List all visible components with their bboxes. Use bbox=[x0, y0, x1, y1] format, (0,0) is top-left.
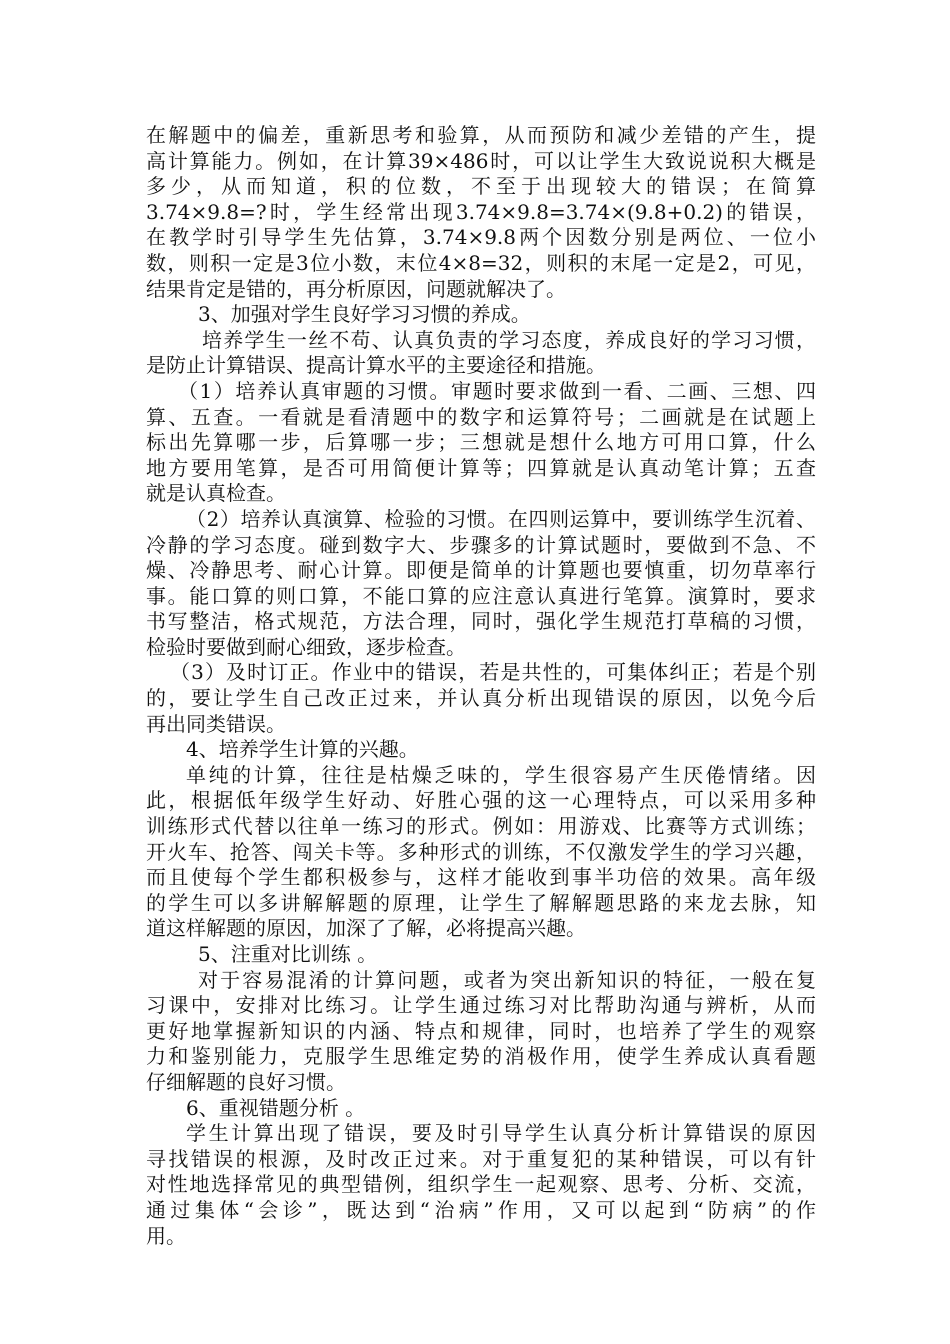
text-line: 道这样解题的原因，加深了了解，必将提高兴趣。 bbox=[146, 916, 586, 941]
text-line: 是防止计算错误、提高计算水平的主要途径和措施。 bbox=[146, 353, 606, 378]
text-line: 算、五查。一看就是看清题中的数字和运算符号；二画就是在试题上 bbox=[146, 404, 816, 429]
text-line: 多少，从而知道，积的位数，不至于出现较大的错误；在简算 bbox=[146, 174, 816, 199]
text-line: 培养学生一丝不苟、认真负责的学习态度，养成良好的学习习惯， bbox=[202, 327, 816, 352]
text-line: 地方要用笔算，是否可用简便计算等；四算就是认真动笔计算；五查 bbox=[146, 455, 816, 480]
text-line: 开火车、抢答、闯关卡等。多种形式的训练，不仅激发学生的学习兴趣， bbox=[146, 839, 816, 864]
text-line: 再出同类错误。 bbox=[146, 711, 286, 736]
text-line: 4、培养学生计算的兴趣。 bbox=[186, 737, 419, 762]
text-line: 结果肯定是错的，再分析原因，问题就解决了。 bbox=[146, 276, 566, 301]
text-line: 就是认真检查。 bbox=[146, 481, 286, 506]
text-line: 的学生可以多讲解解题的原理，让学生了解解题思路的来龙去脉，知 bbox=[146, 890, 816, 915]
text-line: （3）及时订正。作业中的错误，若是共性的，可集体纠正；若是个别 bbox=[170, 660, 816, 685]
document-body bbox=[146, 123, 816, 1249]
text-line: 仔细解题的良好习惯。 bbox=[146, 1069, 346, 1094]
text-line: 检验时要做到耐心细致，逐步检查。 bbox=[146, 634, 466, 659]
text-line: 燥、冷静思考、耐心计算。即便是简单的计算题也要慎重，切勿草率行 bbox=[146, 558, 816, 583]
text-line: 学生计算出现了错误，要及时引导学生认真分析计算错误的原因 bbox=[186, 1121, 816, 1146]
text-line: 通过集体“会诊”，既达到“治病”作用，又可以起到“防病”的作 bbox=[146, 1197, 816, 1222]
text-line: 习课中，安排对比练习。让学生通过练习对比帮助沟通与辨析，从而 bbox=[146, 993, 816, 1018]
text-line: 更好地掌握新知识的内涵、特点和规律，同时，也培养了学生的观察 bbox=[146, 1018, 816, 1043]
text-line: 对性地选择常见的典型错例，组织学生一起观察、思考、分析、交流， bbox=[146, 1172, 816, 1197]
text-line: 力和鉴别能力，克服学生思维定势的消极作用，使学生养成认真看题 bbox=[146, 1044, 816, 1069]
text-line: 事。能口算的则口算，不能口算的应注意认真进行笔算。演算时，要求 bbox=[146, 583, 816, 608]
text-line: （2）培养认真演算、检验的习惯。在四则运算中，要训练学生沉着、 bbox=[186, 506, 816, 531]
text-line: 3.74×9.8=?时，学生经常出现3.74×9.8=3.74×(9.8+0.2)的错误， bbox=[146, 199, 816, 224]
text-line: 用。 bbox=[146, 1223, 186, 1248]
text-line: 标出先算哪一步，后算哪一步；三想就是想什么地方可用口算，什么 bbox=[146, 430, 816, 455]
text-line: 寻找错误的根源，及时改正过来。对于重复犯的某种错误，可以有针 bbox=[146, 1146, 816, 1171]
text-line: 在解题中的偏差，重新思考和验算，从而预防和减少差错的产生，提 bbox=[146, 123, 816, 147]
text-line: 6、重视错题分析 。 bbox=[186, 1095, 366, 1120]
text-line: 的，要让学生自己改正过来，并认真分析出现错误的原因，以免今后 bbox=[146, 686, 816, 711]
text-line: （1）培养认真审题的习惯。审题时要求做到一看、二画、三想、四 bbox=[178, 378, 816, 403]
text-line: 此，根据低年级学生好动、好胜心强的这一心理特点，可以采用多种 bbox=[146, 788, 816, 813]
text-line: 高计算能力。例如，在计算39×486时，可以让学生大致说说积大概是 bbox=[146, 148, 816, 173]
text-line: 5、注重对比训练 。 bbox=[198, 942, 378, 966]
text-line: 训练形式代替以往单一练习的形式。例如：用游戏、比赛等方式训练； bbox=[146, 814, 816, 839]
text-line: 单纯的计算，往往是枯燥乏味的，学生很容易产生厌倦情绪。因 bbox=[186, 762, 816, 787]
text-line: 而且使每个学生都积极参与，这样才能收到事半功倍的效果。高年级 bbox=[146, 865, 816, 890]
text-line: 书写整洁，格式规范，方法合理，同时，强化学生规范打草稿的习惯， bbox=[146, 609, 816, 634]
text-line: 对于容易混淆的计算问题，或者为突出新知识的特征，一般在复 bbox=[198, 967, 816, 992]
text-line: 冷静的学习态度。碰到数字大、步骤多的计算试题时，要做到不急、不 bbox=[146, 532, 816, 557]
text-line: 3、加强对学生良好学习习惯的养成。 bbox=[198, 302, 531, 327]
text-line: 在教学时引导学生先估算，3.74×9.8两个因数分别是两位、一位小 bbox=[146, 225, 816, 250]
text-line: 数，则积一定是3位小数，末位4×8=32，则积的末尾一定是2，可见， bbox=[146, 250, 816, 275]
